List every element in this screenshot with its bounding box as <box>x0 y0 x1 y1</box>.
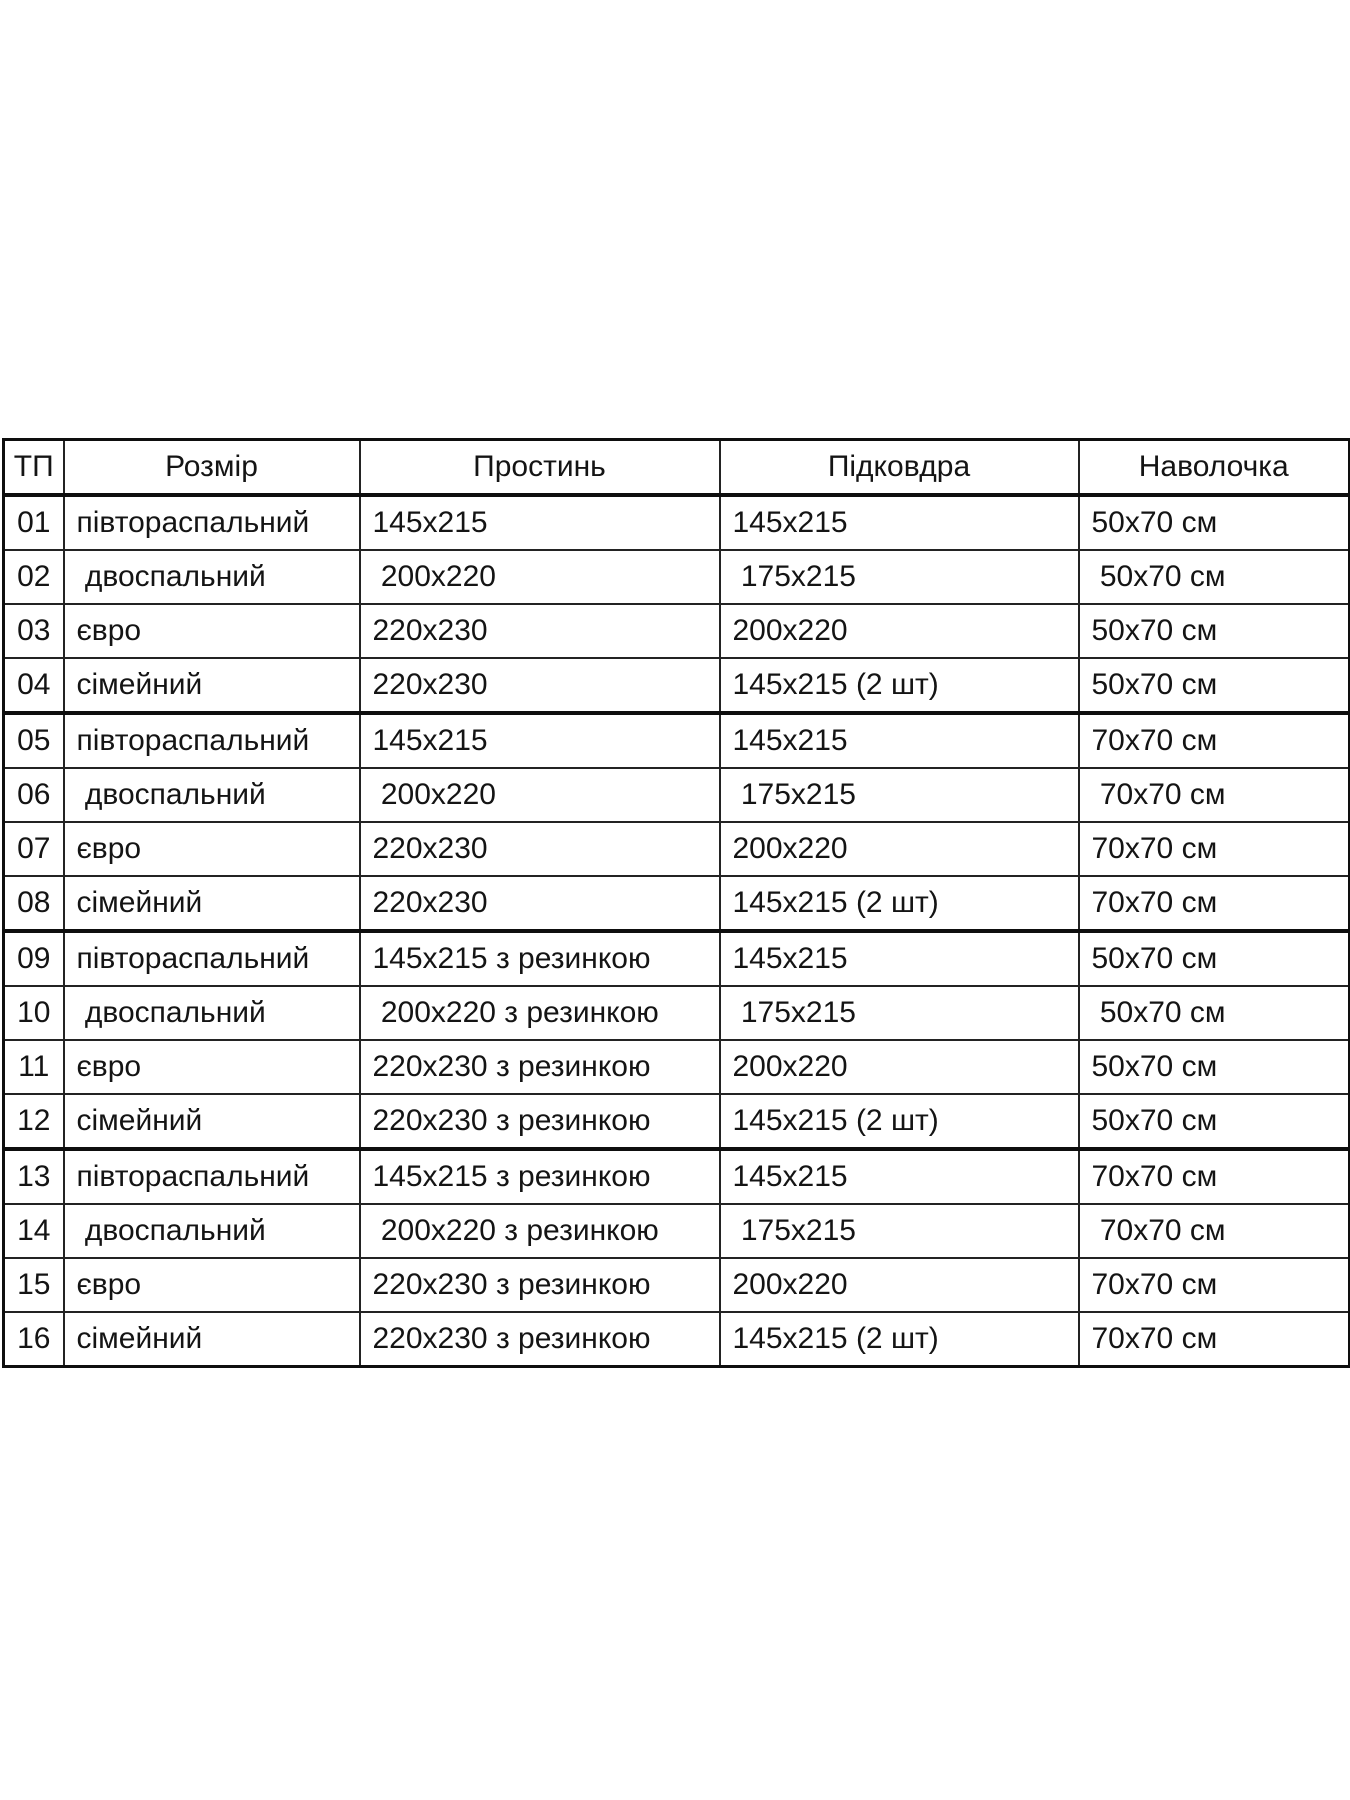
cell-pidkovdra: 145х215 <box>720 713 1079 768</box>
cell-prostyn: 200х220 з резинкою <box>360 986 720 1040</box>
cell-prostyn: 220х230 з резинкою <box>360 1040 720 1094</box>
cell-navolochka: 50х70 см <box>1079 495 1350 550</box>
column-header-rozmir: Розмір <box>64 440 360 496</box>
cell-prostyn: 145х215 з резинкою <box>360 1149 720 1204</box>
cell-navolochka: 70х70 см <box>1079 822 1350 876</box>
cell-pidkovdra: 145х215 (2 шт) <box>720 1094 1079 1149</box>
cell-rozmir: двоспальний <box>64 768 360 822</box>
table-row <box>4 658 1350 713</box>
cell-rozmir: двоспальний <box>64 1204 360 1258</box>
cell-pidkovdra: 175х215 <box>720 986 1079 1040</box>
cell-navolochka: 50х70 см <box>1079 1040 1350 1094</box>
table-row <box>4 1258 1350 1312</box>
cell-tp: 06 <box>4 768 64 822</box>
cell-navolochka: 50х70 см <box>1079 986 1350 1040</box>
column-header-tp: ТП <box>4 440 64 496</box>
cell-rozmir: півтораспальний <box>64 1149 360 1204</box>
table-row <box>4 1204 1350 1258</box>
column-header-prostyn: Простинь <box>360 440 720 496</box>
cell-navolochka: 70х70 см <box>1079 1258 1350 1312</box>
cell-rozmir: півтораспальний <box>64 713 360 768</box>
cell-navolochka: 70х70 см <box>1079 1312 1350 1367</box>
cell-tp: 07 <box>4 822 64 876</box>
cell-navolochka: 50х70 см <box>1079 604 1350 658</box>
cell-prostyn: 145х215 <box>360 495 720 550</box>
cell-pidkovdra: 145х215 (2 шт) <box>720 1312 1079 1367</box>
cell-navolochka: 70х70 см <box>1079 713 1350 768</box>
table-row <box>4 876 1350 931</box>
table-row <box>4 604 1350 658</box>
column-header-navolochka: Наволочка <box>1079 440 1350 496</box>
cell-rozmir: євро <box>64 604 360 658</box>
cell-tp: 13 <box>4 1149 64 1204</box>
cell-prostyn: 200х220 <box>360 768 720 822</box>
table-row <box>4 822 1350 876</box>
cell-pidkovdra: 175х215 <box>720 1204 1079 1258</box>
cell-tp: 12 <box>4 1094 64 1149</box>
cell-tp: 04 <box>4 658 64 713</box>
cell-rozmir: півтораспальний <box>64 931 360 986</box>
cell-rozmir: сімейний <box>64 1312 360 1367</box>
cell-tp: 14 <box>4 1204 64 1258</box>
cell-rozmir: сімейний <box>64 1094 360 1149</box>
cell-prostyn: 220х230 <box>360 876 720 931</box>
cell-pidkovdra: 200х220 <box>720 1258 1079 1312</box>
cell-navolochka: 50х70 см <box>1079 931 1350 986</box>
cell-pidkovdra: 145х215 (2 шт) <box>720 876 1079 931</box>
table-row <box>4 1040 1350 1094</box>
cell-prostyn: 220х230 <box>360 604 720 658</box>
cell-prostyn: 200х220 <box>360 550 720 604</box>
table-row <box>4 1094 1350 1149</box>
table-row <box>4 1149 1350 1204</box>
cell-pidkovdra: 200х220 <box>720 1040 1079 1094</box>
cell-navolochka: 70х70 см <box>1079 1149 1350 1204</box>
cell-pidkovdra: 145х215 <box>720 931 1079 986</box>
cell-tp: 02 <box>4 550 64 604</box>
cell-prostyn: 220х230 з резинкою <box>360 1312 720 1367</box>
cell-prostyn: 220х230 <box>360 658 720 713</box>
bedding-sizes-table <box>2 438 1350 1368</box>
cell-rozmir: двоспальний <box>64 550 360 604</box>
cell-tp: 09 <box>4 931 64 986</box>
table-row <box>4 495 1350 550</box>
cell-pidkovdra: 200х220 <box>720 604 1079 658</box>
cell-tp: 15 <box>4 1258 64 1312</box>
table-row <box>4 986 1350 1040</box>
cell-tp: 16 <box>4 1312 64 1367</box>
cell-tp: 08 <box>4 876 64 931</box>
cell-prostyn: 200х220 з резинкою <box>360 1204 720 1258</box>
cell-rozmir: півтораспальний <box>64 495 360 550</box>
cell-pidkovdra: 145х215 <box>720 495 1079 550</box>
cell-tp: 11 <box>4 1040 64 1094</box>
cell-navolochka: 70х70 см <box>1079 1204 1350 1258</box>
cell-tp: 03 <box>4 604 64 658</box>
cell-pidkovdra: 175х215 <box>720 550 1079 604</box>
cell-pidkovdra: 145х215 <box>720 1149 1079 1204</box>
cell-prostyn: 220х230 <box>360 822 720 876</box>
table-row <box>4 550 1350 604</box>
cell-rozmir: євро <box>64 1258 360 1312</box>
cell-navolochka: 70х70 см <box>1079 876 1350 931</box>
cell-pidkovdra: 145х215 (2 шт) <box>720 658 1079 713</box>
table-row <box>4 1312 1350 1367</box>
cell-rozmir: євро <box>64 1040 360 1094</box>
cell-rozmir: сімейний <box>64 658 360 713</box>
table-row <box>4 713 1350 768</box>
cell-navolochka: 70х70 см <box>1079 768 1350 822</box>
cell-navolochka: 50х70 см <box>1079 658 1350 713</box>
cell-prostyn: 220х230 з резинкою <box>360 1094 720 1149</box>
cell-rozmir: євро <box>64 822 360 876</box>
cell-prostyn: 145х215 з резинкою <box>360 931 720 986</box>
header-row <box>4 440 1350 496</box>
cell-prostyn: 220х230 з резинкою <box>360 1258 720 1312</box>
cell-tp: 01 <box>4 495 64 550</box>
column-header-pidkovdra: Підковдра <box>720 440 1079 496</box>
cell-rozmir: сімейний <box>64 876 360 931</box>
cell-navolochka: 50х70 см <box>1079 550 1350 604</box>
cell-prostyn: 145х215 <box>360 713 720 768</box>
cell-rozmir: двоспальний <box>64 986 360 1040</box>
table-row <box>4 931 1350 986</box>
cell-pidkovdra: 175х215 <box>720 768 1079 822</box>
table-row <box>4 768 1350 822</box>
cell-navolochka: 50х70 см <box>1079 1094 1350 1149</box>
cell-tp: 05 <box>4 713 64 768</box>
cell-pidkovdra: 200х220 <box>720 822 1079 876</box>
cell-tp: 10 <box>4 986 64 1040</box>
